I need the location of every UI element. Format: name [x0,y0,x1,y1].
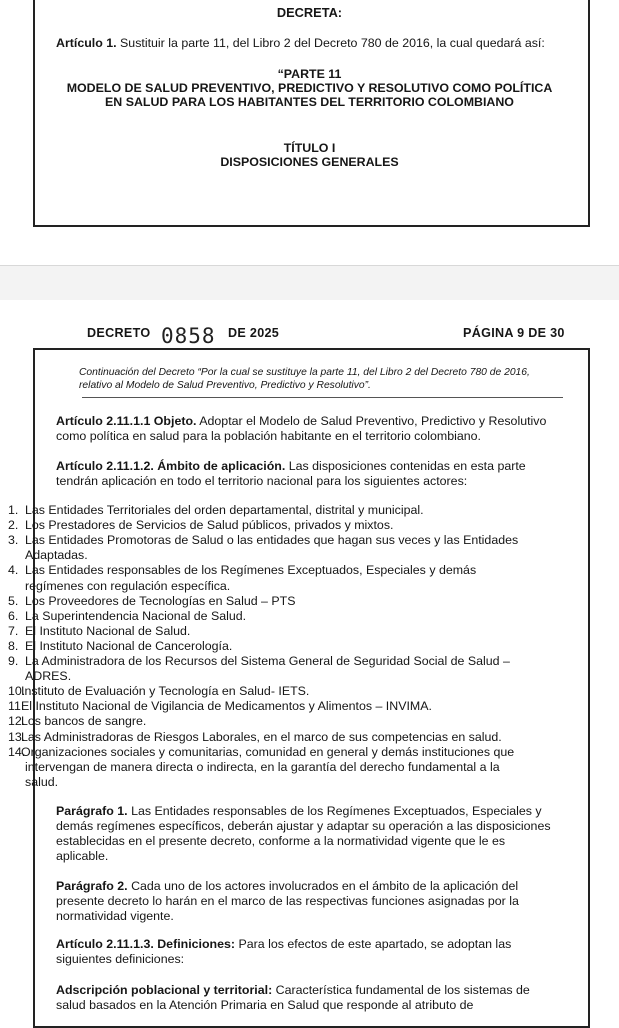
article-ambito-line2: tendrán aplicación en todo el territorio nacional para los siguientes actores: [56,474,468,488]
actor-item-text: Adaptadas. [25,548,88,563]
decree-header-box [33,0,590,227]
actor-item-text: Organizaciones sociales y comunitarias, comunidad en general y demás instituciones que [21,744,515,759]
paragrafo-1-line3: establecidas en el presente decreto, conforme a la normatividad vigente que le es [56,834,506,848]
decreta-heading: DECRETA: [276,5,343,20]
disposiciones-heading: DISPOSICIONES GENERALES [220,155,399,169]
actor-item-number: 10. [8,684,26,699]
article-definiciones [56,937,511,951]
actor-item-text: El Instituto Nacional de Salud. [25,623,191,638]
actor-item-text: Los bancos de sangre. [21,714,147,729]
parte-11-heading: “PARTE 11 [277,67,342,81]
actor-item-number: 11. [8,699,25,714]
actor-item-text: ADRES. [25,669,72,684]
actor-item-number: 9. [8,654,19,668]
actor-item-text: regímenes con regulación específica. [25,578,231,593]
actor-item-text: Los Prestadores de Servicios de Salud públicos, privados y mixtos. [25,518,394,533]
paragrafo-1-line2: demás regímenes específicos, deberán ajustar y adaptar su operación a las disposiciones [56,819,551,833]
actor-item-text: El Instituto Nacional de Cancerología. [25,638,233,653]
adscripcion-label: Adscripción poblacional y territorial: [56,983,273,997]
actor-item-number: 7. [8,623,19,638]
article-1-label: Artículo 1. [56,36,117,50]
page-separator [0,265,619,301]
actor-item-text: El Instituto Nacional de Vigilancia de Medicamentos y Alimentos – INVIMA. [21,699,432,714]
actor-item-number: 1. [8,503,19,517]
actor-item-number: 8. [8,638,19,653]
actor-item-number: 3. [8,533,19,548]
paragrafo-2-label: Parágrafo 2. [56,879,128,893]
actor-item-number: 5. [8,593,19,608]
modelo-title-line1: MODELO DE SALUD PREVENTIVO, PREDICTIVO Y RESOLUTIVO COMO POLÍTICA [66,81,553,95]
paragrafo-1 [56,804,542,818]
article-definiciones-label: Artículo 2.11.1.3. Definiciones: [56,937,236,951]
continuation-line-2: relativo al Modelo de Salud Preventivo, Predictivo y Resolutivo”. [79,380,371,391]
paragrafo-1-line4: aplicable. [56,849,109,863]
actor-item-text: Instituto de Evaluación y Tecnología en Salud- IETS. [21,684,310,699]
paragrafo-2-line2: presente decreto lo harán en el marco de las respectivas funciones asignadas por la [56,894,519,908]
modelo-title-line2: EN SALUD PARA LOS HABITANTES DEL TERRITORIO COLOMBIANO [105,95,514,109]
definicion-adscripcion [56,983,530,997]
actor-item-text: intervengan de manera directa o indirecta, en la garantía del derecho fundamental a la [25,759,500,774]
actor-item-text: Las Entidades Territoriales del orden departamental, distrital y municipal. [25,503,424,517]
actor-item-number: 14. [8,744,26,759]
actor-item-number: 12. [8,714,26,729]
actor-item-number: 6. [8,608,19,623]
article-objeto-line2: como política en salud para la población habitante en el territorio colombiano. [56,429,481,443]
decree-number-stamp: 0858 [161,324,216,348]
article-1-text: Sustituir la parte 11, del Libro 2 del Decreto 780 de 2016, la cual quedará así: [120,36,545,50]
article-objeto-label: Artículo 2.11.1.1 Objeto. [56,414,197,428]
actor-item-text: Las Entidades Promotoras de Salud o las entidades que hagan sus veces y las Entidades [25,533,519,548]
article-ambito-line1: Las disposiciones contenidas en esta parte [288,459,526,473]
header-page-number: PÁGINA 9 DE 30 [463,326,565,340]
paragrafo-1-label: Parágrafo 1. [56,804,128,818]
article-ambito-label: Artículo 2.11.1.2. Ámbito de aplicación. [56,459,286,473]
actor-item-number: 4. [8,563,19,578]
paragrafo-2-line1: Cada uno de los actores involucrados en el ámbito de la aplicación del [131,879,519,893]
article-definiciones-line1: Para los efectos de este apartado, se adoptan las [238,937,512,951]
actor-item-number: 2. [8,518,19,533]
adscripcion-line1: Característica fundamental de los sistemas de [275,983,530,997]
actor-item-text: Los Proveedores de Tecnologías en Salud – PTS [25,593,296,608]
actor-item-text: La Superintendencia Nacional de Salud. [25,608,247,623]
article-definiciones-line2: siguientes definiciones: [56,952,185,966]
actor-item-number: 13. [8,729,26,744]
actor-item-text: La Administradora de los Recursos del Sistema General de Seguridad Social de Salud – [25,654,510,668]
paragrafo-2 [56,879,518,893]
article-objeto-line1: Adoptar el Modelo de Salud Preventivo, Predictivo y Resolutivo [199,414,547,428]
continuation-divider [82,397,563,398]
titulo-heading: TÍTULO I [283,141,336,155]
actor-item-text: salud. [25,774,59,789]
paragrafo-1-line1: Las Entidades responsables de los Regímenes Exceptuados, Especiales y [131,804,542,818]
adscripcion-line2: salud basados en la Atención Primaria en Salud que responde al atributo de [56,998,474,1012]
paragrafo-2-line3: normatividad vigente. [56,909,174,923]
header-decreto-label: DECRETO [87,326,151,340]
article-ambito [56,459,526,473]
continuation-line-1: Continuación del Decreto “Por la cual se sustituye la parte 11, del Libro 2 del Decreto 780 de 2016, [79,367,530,378]
actor-item-text: Las Administradoras de Riesgos Laborales, en el marco de sus competencias en salud. [21,729,502,744]
header-year: DE 2025 [228,326,280,340]
actor-item-text: Las Entidades responsables de los Regímenes Exceptuados, Especiales y demás [25,563,477,578]
article-objeto [56,414,546,428]
article-1 [56,36,545,50]
